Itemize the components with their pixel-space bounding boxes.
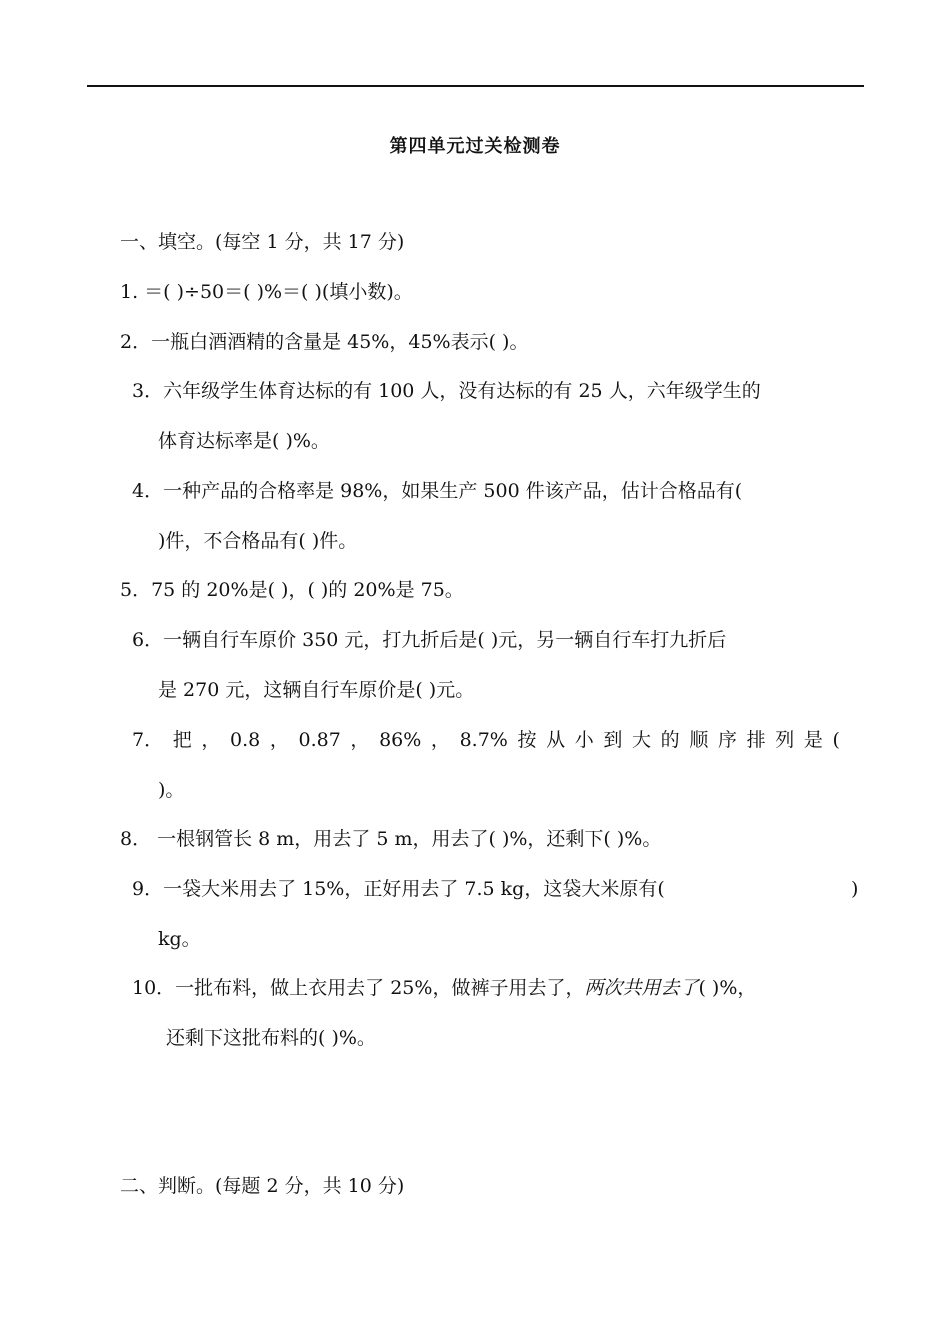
question-9-close-paren: ) [851,878,859,900]
question-4-line-1: 4．一种产品的合格率是 98%，如果生产 500 件该产品，估计合格品有( [132,480,743,502]
question-6-line-2: 是 270 元，这辆自行车原价是( )元。 [158,679,475,701]
page-title: 第四单元过关检测卷 [389,136,561,157]
question-7-line-2: )。 [158,779,185,801]
question-10-line-1: 10．一批布料，做上衣用去了 25%，做裤子用去了，两次共用去了( )%， [132,977,757,999]
question-6-line-1: 6．一辆自行车原价 350 元，打九折后是( )元，另一辆自行车打九折后 [132,629,727,651]
question-8: 8． 一根钢管长 8 m，用去了 5 m，用去了( )%，还剩下( )%。 [120,828,662,850]
question-3-line-2: 体育达标率是( )%。 [158,430,330,452]
section-heading-true-false: 二、判断。(每题 2 分，共 10 分) [120,1175,405,1197]
question-1: 1. ＝( )÷50＝( )%＝( )(填小数)。 [120,281,413,303]
question-2: 2．一瓶白酒酒精的含量是 45%，45%表示( )。 [120,331,529,353]
question-9-line-2: kg。 [158,928,201,950]
question-4-line-2: )件，不合格品有( )件。 [158,530,358,552]
question-9-line-1: 9．一袋大米用去了 15%，正好用去了 7.5 kg，这袋大米原有( [132,878,665,900]
question-10-line-2: 还剩下这批布料的( )%。 [166,1027,376,1049]
question-3-line-1: 3．六年级学生体育达标的有 100 人，没有达标的有 25 人，六年级学生的 [132,380,761,402]
top-rule [87,85,864,87]
section-heading-fill-in: 一、填空。(每空 1 分，共 17 分) [120,231,405,253]
question-5: 5．75 的 20%是( )，( )的 20%是 75。 [120,579,464,601]
question-7-line-1: 7． 把 ， 0.8 ， 0.87 ， 86% ， 8.7% 按 从 小 到 大 的 顺 序 排 列 是 ( [132,729,840,751]
